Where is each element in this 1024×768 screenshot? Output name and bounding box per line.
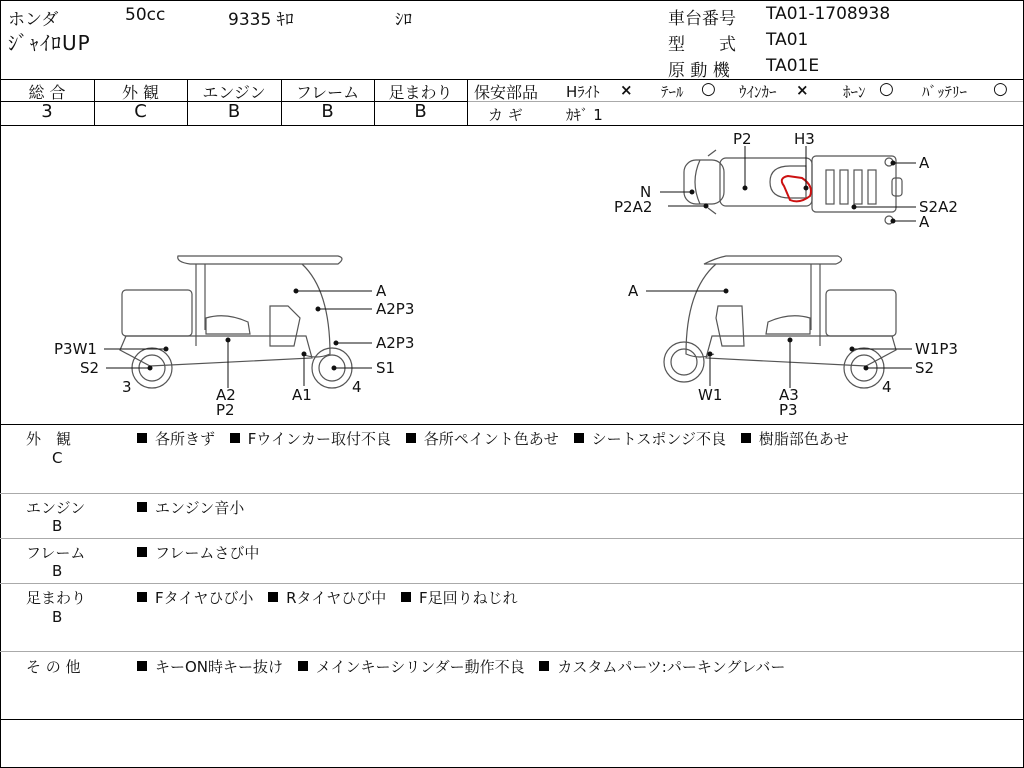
divider [467,79,468,125]
remark-note: Fウインカー取付不良 [247,430,391,448]
diagram-label: A [919,154,930,172]
remark-note: F足回りねじれ [419,589,518,607]
safety-mark-tail: ○ [701,79,716,99]
remark-note: エンジン音小 [155,499,245,517]
diagram-label: 3 [122,378,132,396]
remark-grade-engine: B [52,517,63,535]
grade-total: 3 [41,101,53,122]
remark-note: 各所きず [155,430,216,448]
remark-notes-other [137,656,785,677]
diagram-label: H3 [794,130,815,148]
type-value: TA01 [766,30,809,50]
diagram-label: 4 [882,378,892,396]
damage-diagram [0,126,1024,424]
diagram-label: A2 [216,386,236,404]
safety-item-winker: ｳｲﾝｶｰ [739,83,777,101]
grade-header-engine: エンジン [202,83,266,102]
safety-item-horn: ﾎｰﾝ [843,83,866,101]
safety-mark-horn: ○ [879,79,894,99]
safety-label: 保安部品 [474,83,539,102]
diagram-label: S2 [915,359,935,377]
remark-note: Fタイヤひび小 [155,589,254,607]
remark-grade-exterior: C [52,449,63,467]
key-value: ｶｷﾞ 1 [566,106,603,124]
safety-item-tail: ﾃｰﾙ [661,83,684,101]
key-label: カ ギ [488,106,523,124]
remark-title-suspension: 足まわり [26,589,87,607]
scooter-top-view [684,150,902,224]
grade-header-suspension: 足まわり [388,83,453,102]
model-name: ｼﾞｬｲﾛUP [8,31,91,55]
remark-grade-frame: B [52,562,63,580]
remark-title-other: そ の 他 [26,658,81,676]
diagram-label: A1 [292,386,312,404]
grade-header-total: 総 合 [28,83,66,102]
remark-note: メインキーシリンダー動作不良 [315,658,525,676]
engine-value: TA01E [766,56,820,76]
divider [0,583,1023,584]
diagram-label: N [640,183,652,201]
remark-note: 各所ペイント色あせ [423,430,559,448]
color: ｼﾛ [395,10,412,30]
diagram-label: S2A2 [919,198,958,216]
mileage: 9335 ｷﾛ [228,10,294,30]
diagram-label: A [628,282,639,300]
remark-notes-engine [137,497,244,518]
remark-note: キーON時キー抜け [155,658,284,676]
remark-note: フレームさび中 [155,544,260,562]
frame-no: TA01-1708938 [766,4,891,24]
safety-mark-headlight: × [620,81,633,99]
remark-notes-frame [137,542,259,563]
maker: ホンダ [8,10,59,30]
grade-suspension: B [414,101,427,122]
divider [0,719,1023,720]
divider [0,651,1023,652]
frame-no-label: 車台番号 [668,9,736,29]
diagram-label: P2 [216,401,235,419]
safety-item-headlight: Hﾗｲﾄ [566,83,600,101]
grade-engine: B [227,101,241,122]
displacement: 50cc [125,5,166,25]
diagram-label: S1 [376,359,396,377]
diagram-label: W1 [698,386,723,404]
remark-notes-suspension [137,587,518,608]
diagram-label: A2P3 [376,300,415,318]
diagram-label: 4 [352,378,362,396]
diagram-label: A [919,213,930,231]
divider [0,538,1023,539]
grade-header-exterior: 外 観 [121,83,160,102]
divider [0,493,1023,494]
scooter-right-view [664,256,896,388]
diagram-label: P2 [733,130,752,148]
safety-item-battery: ﾊﾞｯﾃﾘｰ [922,83,968,101]
diagram-label: P3 [779,401,798,419]
diagram-label: W1P3 [915,340,958,358]
diagram-label: P3W1 [54,340,97,358]
diagram-label: A [376,282,387,300]
remark-title-frame: フレーム [26,544,86,562]
remark-notes-exterior [137,428,849,449]
divider [0,424,1023,425]
diagram-label: A3 [779,386,799,404]
diagram-label: S2 [80,359,100,377]
remark-note: シートスポンジ不良 [591,430,727,448]
type-label: 型 式 [668,35,736,55]
remark-grade-suspension: B [52,608,63,626]
remark-note: Rタイヤひび中 [286,589,387,607]
grade-exterior: C [134,101,147,122]
remark-title-engine: エンジン [26,499,86,517]
remark-title-exterior: 外 観 [26,430,72,448]
diagram-label: P2A2 [614,198,653,216]
safety-mark-winker: × [796,81,809,99]
engine-label: 原 動 機 [668,61,730,81]
diagram-label: A2P3 [376,334,415,352]
grade-frame: B [321,101,334,122]
remark-note: 樹脂部色あせ [758,430,849,448]
safety-mark-battery: ○ [993,79,1008,99]
remark-note: カスタムパーツ:パーキングレバー [557,658,786,676]
grade-header-frame: フレーム [295,83,360,102]
scooter-left-view [120,256,352,388]
